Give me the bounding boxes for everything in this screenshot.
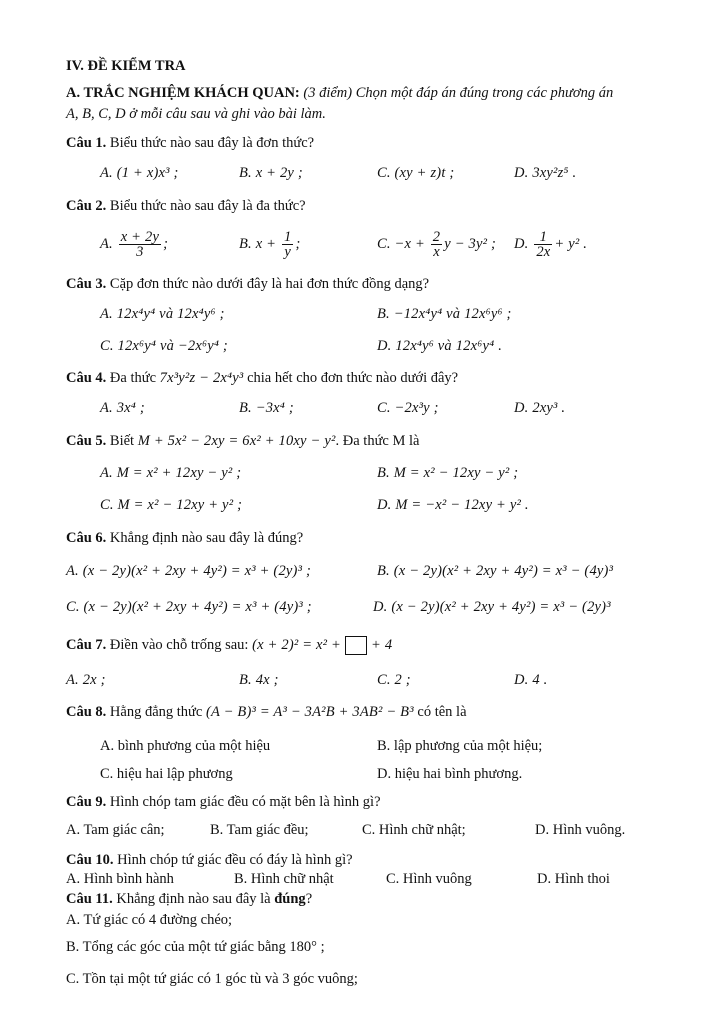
q7-option-a: A. 2x ; <box>66 672 106 688</box>
question-9 <box>66 792 671 812</box>
denominator: 3 <box>136 244 144 260</box>
option-prefix: D. <box>514 235 529 252</box>
q9-option-c: C. Hình chữ nhật; <box>362 822 466 838</box>
q6-option-a: A. (x − 2y)(x² + 2xy + 4y²) = x³ + (2y)³ ; <box>66 563 311 579</box>
blank-box <box>345 636 367 655</box>
q1-option-b: B. x + 2y ; <box>239 165 303 181</box>
denominator: 2x <box>536 244 551 260</box>
question-10 <box>66 850 671 870</box>
numerator: x + 2y <box>120 229 160 245</box>
question-label: Câu 4. <box>66 370 107 386</box>
question-label: Câu 1. <box>66 135 107 151</box>
option-suffix: ; <box>163 235 169 252</box>
numerator: 1 <box>534 230 552 245</box>
denominator: x <box>433 244 440 260</box>
question-label: Câu 5. <box>66 433 107 449</box>
question-label: Câu 10. <box>66 852 114 868</box>
question-4 <box>66 368 671 388</box>
q7-option-b: B. 4x ; <box>239 672 279 688</box>
q11-option-c: C. Tồn tại một tứ giác có 1 góc tù và 3 góc vuông; <box>66 971 358 987</box>
fraction <box>431 230 442 259</box>
q11-option-b: B. Tổng các góc của một tứ giác bằng 180° ; <box>66 939 325 955</box>
numerator: 2 <box>432 229 441 245</box>
q10-option-b: B. Hình chữ nhật <box>234 871 334 887</box>
q1-option-c: C. (xy + z)t ; <box>377 165 455 181</box>
fraction <box>119 230 161 259</box>
question-text: Khẳng định nào sau đây là <box>116 891 271 907</box>
q8-option-a: A. bình phương của một hiệu <box>100 738 271 754</box>
question-text: Hình chóp tứ giác đều có đáy là hình gì? <box>117 852 353 868</box>
question-5 <box>66 431 671 451</box>
q9-option-b: B. Tam giác đều; <box>210 822 309 838</box>
question-2 <box>66 196 671 216</box>
question-text: Cặp đơn thức nào dưới đây là hai đơn thức đồng dạng? <box>109 276 430 292</box>
q8-option-d: D. hiệu hai bình phương. <box>377 766 523 782</box>
fraction <box>534 230 552 259</box>
q7-option-c: C. 2 ; <box>377 672 411 688</box>
part-a-heading: A. TRẮC NGHIỆM KHÁCH QUAN: <box>66 85 300 101</box>
question-1 <box>66 133 671 153</box>
question-text: Điền vào chỗ trống sau: <box>109 637 249 653</box>
question-text: Biểu thức nào sau đây là đơn thức? <box>109 135 315 151</box>
q5-option-d: D. M = −x² − 12xy + y² . <box>377 497 529 513</box>
q10-option-d: D. Hình thoi <box>537 871 610 887</box>
q9-option-a: A. Tam giác cân; <box>66 822 165 838</box>
option-suffix: ; <box>295 235 301 252</box>
q3-option-c: C. 12x⁶y⁴ và −2x⁶y⁴ ; <box>100 338 228 354</box>
q6-option-d: D. (x − 2y)(x² + 2xy + 4y²) = x³ − (2y)³ <box>373 599 611 615</box>
q3-option-a: A. 12x⁴y⁴ và 12x⁴y⁶ ; <box>100 306 225 322</box>
part-a-points: (3 điểm) <box>303 85 353 101</box>
option-suffix: y − 3y² ; <box>444 235 496 252</box>
question-text: Khẳng định nào sau đây là đúng? <box>109 530 304 546</box>
q2-option-d <box>514 230 587 259</box>
q7-option-d: D. 4 . <box>514 672 548 688</box>
q1-option-a: A. (1 + x)x³ ; <box>100 165 179 181</box>
question-label: Câu 11. <box>66 891 113 907</box>
question-text: Hằng đẳng thức <box>109 704 203 720</box>
option-prefix: B. x + <box>239 235 277 252</box>
part-a-instruction-1: Chọn một đáp án đúng trong các phương án <box>355 85 614 101</box>
equation-expression: M + 5x² − 2xy = 6x² + 10xy − y² <box>137 433 336 449</box>
q4-option-a: A. 3x⁴ ; <box>100 400 145 416</box>
q4-option-b: B. −3x⁴ ; <box>239 400 294 416</box>
q8-option-b: B. lập phương của một hiệu; <box>377 738 543 754</box>
question-label: Câu 9. <box>66 794 107 810</box>
q3-option-d: D. 12x⁴y⁶ và 12x⁶y⁴ . <box>377 338 503 354</box>
identity-expression: (x + 2)² = x² + <box>252 637 342 653</box>
q9-option-d: D. Hình vuông. <box>535 822 626 838</box>
q4-option-d: D. 2xy³ . <box>514 400 566 416</box>
question-3 <box>66 274 671 294</box>
option-prefix: A. <box>100 235 113 252</box>
q10-option-a: A. Hình bình hành <box>66 871 174 887</box>
q2-option-a <box>100 230 168 259</box>
question-text: Biểu thức nào sau đây là đa thức? <box>109 198 306 214</box>
q6-option-c: C. (x − 2y)(x² + 2xy + 4y²) = x³ + (4y)³ ; <box>66 599 312 615</box>
question-7 <box>66 635 671 655</box>
denominator: y <box>284 244 292 260</box>
q8-option-c: C. hiệu hai lập phương <box>100 766 233 782</box>
part-a-header <box>66 83 671 103</box>
q2-option-b <box>239 230 300 259</box>
question-6 <box>66 528 671 548</box>
question-label: Câu 8. <box>66 704 107 720</box>
identity-expression: (A − B)³ = A³ − 3A²B + 3AB² − B³ <box>205 704 414 720</box>
q2-option-c <box>377 230 496 259</box>
question-text-tail: chia hết cho đơn thức nào dưới đây? <box>247 370 459 386</box>
q10-option-c: C. Hình vuông <box>386 871 472 887</box>
part-a-instruction-2: A, B, C, D ở mỗi câu sau và ghi vào bài làm. <box>66 106 326 122</box>
question-text-tail: ? <box>305 891 313 907</box>
question-label: Câu 2. <box>66 198 107 214</box>
question-text-tail: . Đa thức M là <box>335 433 420 449</box>
question-8 <box>66 702 671 722</box>
question-text: Biết <box>109 433 135 449</box>
polynomial-expression: 7x³y²z − 2x⁴y³ <box>159 370 244 386</box>
q3-option-b: B. −12x⁴y⁴ và 12x⁶y⁶ ; <box>377 306 512 322</box>
q5-option-b: B. M = x² − 12xy − y² ; <box>377 465 519 481</box>
q1-option-d: D. 3xy²z⁵ . <box>514 165 577 181</box>
q5-option-c: C. M = x² − 12xy + y² ; <box>100 497 243 513</box>
question-label: Câu 6. <box>66 530 107 546</box>
question-label: Câu 7. <box>66 637 107 653</box>
question-text-tail: có tên là <box>417 704 467 720</box>
emphasis-word: đúng <box>274 891 306 907</box>
q6-option-b: B. (x − 2y)(x² + 2xy + 4y²) = x³ − (4y)³ <box>377 563 614 579</box>
fraction <box>282 230 293 259</box>
option-suffix: + y² . <box>554 235 588 252</box>
section-title: IV. ĐỀ KIỂM TRA <box>66 58 186 74</box>
q11-option-a: A. Tứ giác có 4 đường chéo; <box>66 912 233 928</box>
question-text: Đa thức <box>109 370 157 386</box>
q4-option-c: C. −2x³y ; <box>377 400 439 416</box>
numerator: 1 <box>283 229 292 245</box>
question-label: Câu 3. <box>66 276 107 292</box>
identity-tail: + 4 <box>371 637 393 653</box>
q5-option-a: A. M = x² + 12xy − y² ; <box>100 465 242 481</box>
question-text: Hình chóp tam giác đều có mặt bên là hình gì? <box>109 794 381 810</box>
option-prefix: C. −x + <box>377 235 425 252</box>
question-11 <box>66 889 671 909</box>
